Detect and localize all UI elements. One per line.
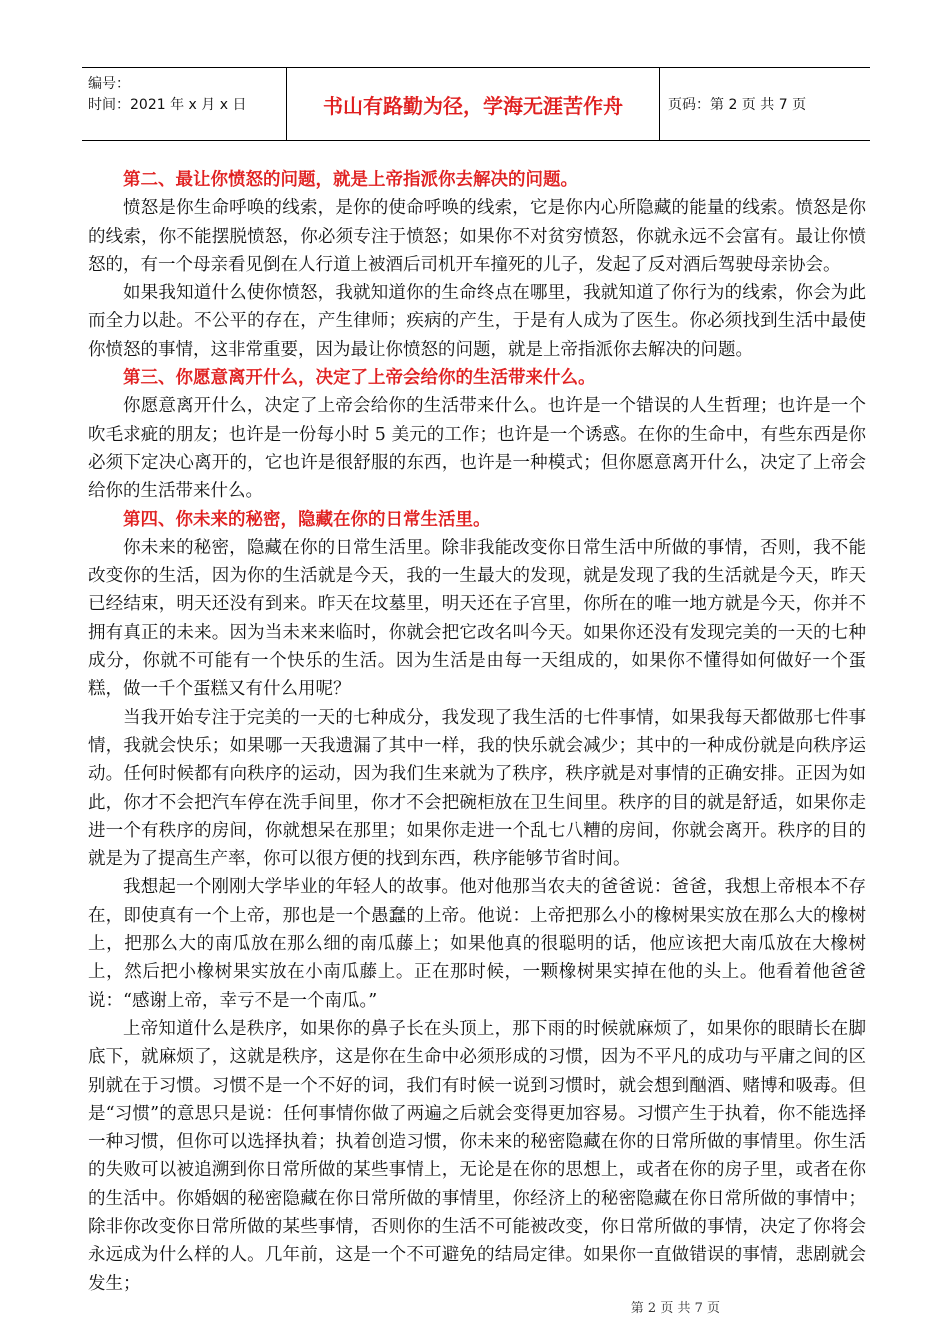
header-meta bbox=[88, 74, 246, 116]
section-heading-2: 第二、最让你愤怒的问题，就是上帝指派你去解决的问题。 bbox=[123, 170, 578, 190]
paragraph: 当我开始专注于完美的一天的七种成分，我发现了我生活的七件事情，如果我每天都做那七件事情，我就会快乐；如果哪一天我遗漏了其中一样，我的快乐就会减少；其中的一种成份就是向秩序运动。任何时候都有向秩序的运动，因为我们生来就为了秩序，秩序就是对事情的正确安排。正因为如此，你才不会把汽车停在洗手间里，你才不会把碗柜放在卫生间里。秩序的目的就是舒适，如果你走进一个有秩序的房间，你就想呆在那里；如果你走进一个乱七八糟的房间，你就会离开。秩序的目的就是为了提高生产率，你可以很方便的找到东西，秩序能够节省时间。 bbox=[88, 707, 866, 870]
header-page-info: 页码：第 2 页 共 7 页 bbox=[668, 97, 807, 113]
paragraph: 你愿意离开什么，决定了上帝会给你的生活带来什么。也许是一个错误的人生哲理；也许是一个吹毛求疵的朋友；也许是一份每小时 5 美元的工作；也许是一个诱惑。在你的生命中，有些东西是你必须下定决心离开的，它也许是很舒服的东西，也许是一种模式；但你愿意离开什么，决定了上帝会给你的生活带来什么。 bbox=[88, 396, 866, 502]
paragraph: 你未来的秘密，隐藏在你的日常生活里。除非我能改变你日常生活中所做的事情，否则，我不能改变你的生活，因为你的生活就是今天，我的一生最大的发现，就是发现了我的生活就是今天，昨天已经结束，明天还没有到来。昨天在坟墓里，明天还在子宫里，你所在的唯一地方就是今天，你并不拥有真正的未来。因为当未来来临时，你就会把它改名叫今天。如果你还没有发现完美的一天的七种成分，你就不可能有一个快乐的生活。因为生活是由每一天组成的，如果你不懂得如何做好一个蛋糕，做一千个蛋糕又有什么用呢？ bbox=[88, 537, 866, 700]
document-body bbox=[88, 166, 866, 1298]
page-header bbox=[82, 67, 870, 141]
paragraph: 上帝知道什么是秩序，如果你的鼻子长在头顶上，那下雨的时候就麻烦了，如果你的眼睛长在脚底下，就麻烦了，这就是秩序，这是你在生命中必须形成的习惯，因为不平凡的成功与平庸之间的区别就在于习惯。习惯不是一个不好的词，我们有时候一说到习惯时，就会想到酗酒、赌博和吸毒。但是“习惯”的意思只是说：任何事情你做了两遍之后就会变得更加容易。习惯产生于执着，你不能选择一种习惯，但你可以选择执着；执着创造习惯，你未来的秘密隐藏在你的日常所做的事情里。你生活的失败可以被追溯到你日常所做的某些事情上，无论是在你的思想上，或者在你的房子里，或者在你的生活中。你婚姻的秘密隐藏在你日常所做的事情里，你经济上的秘密隐藏在你日常所做的事情中；除非你改变你日常所做的某些事情，否则你的生活不可能被改变，你日常所做的事情，决定了你将会永远成为什么样的人。几年前，这是一个不可避免的结局定律。如果你一直做错误的事情，悲剧就会发生； bbox=[88, 1018, 866, 1294]
section-heading-3: 第三、你愿意离开什么，决定了上帝会给你的生活带来什么。 bbox=[123, 368, 596, 389]
paragraph: 愤怒是你生命呼唤的线索，是你的使命呼唤的线索，它是你内心所隐藏的能量的线索。愤怒是你的线索，你不能摆脱愤怒，你必须专注于愤怒；如果你不对贫穷愤怒，你就永远不会富有。最让你愤怒的，有一个母亲看见倒在人行道上被酒后司机开车撞死的儿子，发起了反对酒后驾驶母亲协会。 bbox=[88, 198, 866, 275]
section-heading-4: 第四、你未来的秘密，隐藏在你的日常生活里。 bbox=[123, 509, 491, 530]
header-motto: 书山有路勤为径，学海无涯苦作舟 bbox=[286, 68, 660, 140]
paragraph: 我想起一个刚刚大学毕业的年轻人的故事。他对他那当农夫的爸爸说：爸爸，我想上帝根本不存在，即使真有一个上帝，那也是一个愚蠢的上帝。他说：上帝把那么小的橡树果实放在那么大的橡树上，把那么大的南瓜放在那么细的南瓜藤上；如果他真的很聪明的话，他应该把大南瓜放在大橡树上，然后把小橡树果实放在小南瓜藤上。正在那时候，一颗橡树果实掉在他的头上。他看着他爸爸说：“感谢上帝，幸亏不是一个南瓜。” bbox=[88, 877, 866, 1011]
document-date: 时间：2021 年 x 月 x 日 bbox=[88, 97, 247, 113]
page-footer: 第 2 页 共 7 页 bbox=[630, 1301, 720, 1316]
paragraph: 如果我知道什么使你愤怒，我就知道你的生命终点在哪里，我就知道了你行为的线索，你会为此而全力以赴。不公平的存在，产生律师；疾病的产生，于是有人成为了医生。你必须找到生活中最使你愤怒的事情，这非常重要，因为最让你愤怒的问题，就是上帝指派你去解决的问题。 bbox=[88, 283, 866, 360]
document-number-label: 编号： bbox=[88, 76, 130, 92]
